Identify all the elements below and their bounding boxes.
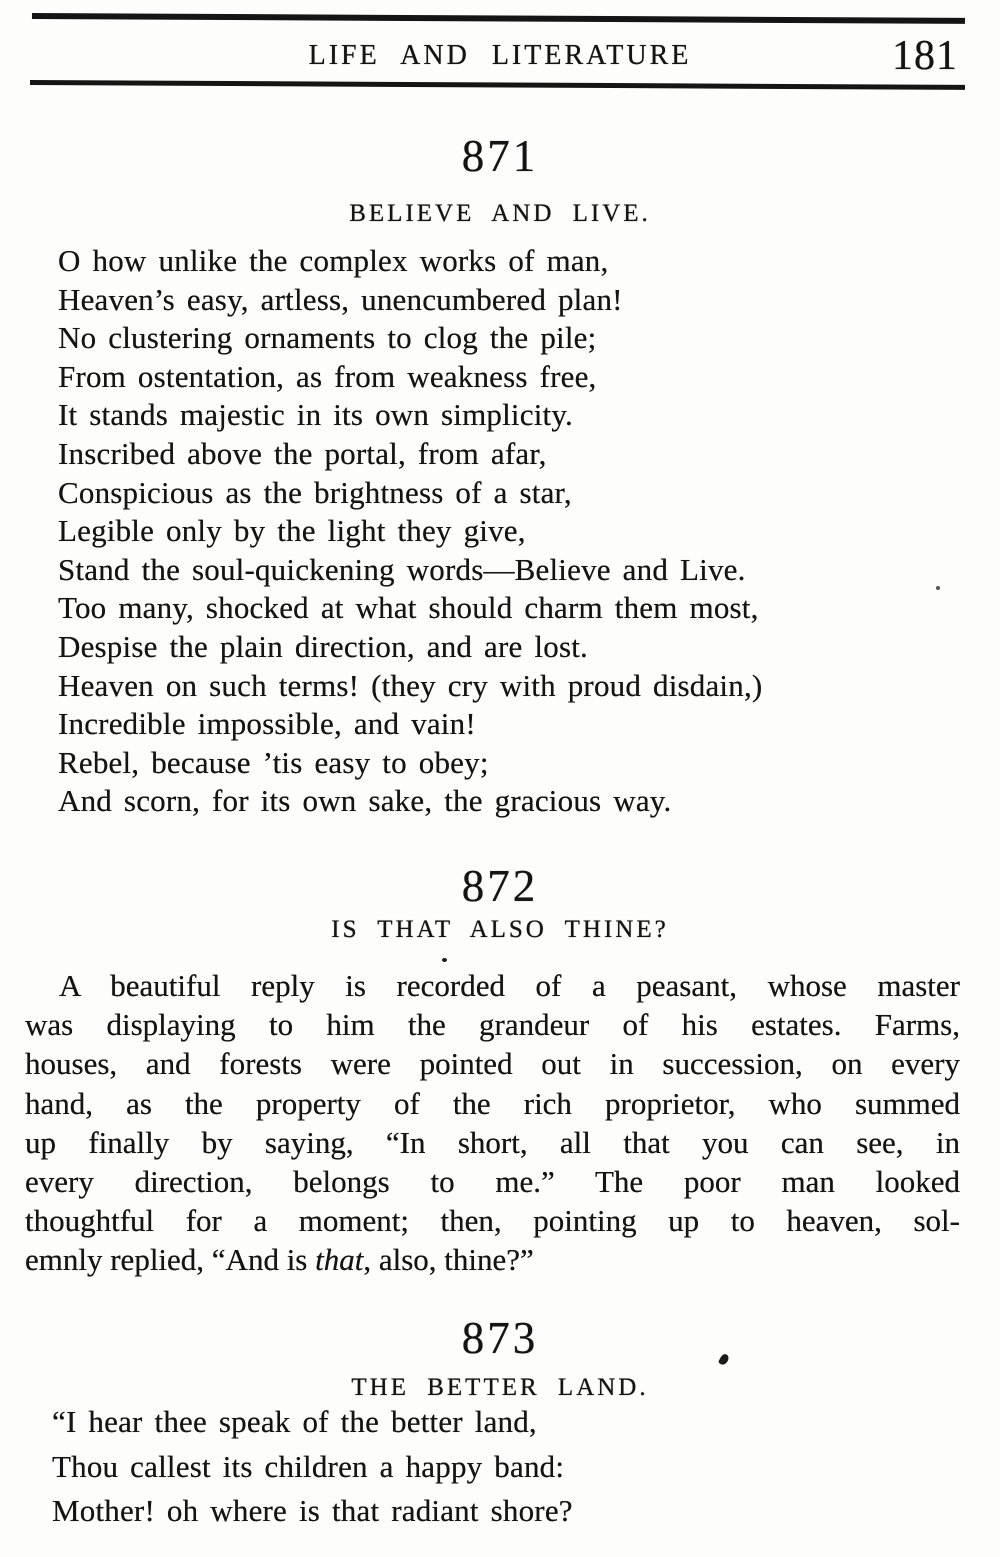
poem-line: Too many, shocked at what should charm them most, (58, 590, 759, 626)
poem-line: Rebel, because ’tis easy to obey; (58, 744, 489, 780)
poem-line: Incredible impossible, and vain! (58, 706, 476, 742)
poem-line: And scorn, for its own sake, the gracious way. (58, 783, 672, 819)
poem-line: Heaven on such terms! (they cry with proud disdain,) (58, 667, 763, 703)
running-head-title: LIFE AND LITERATURE (308, 40, 692, 71)
poem-line: “I hear thee speak of the better land, (52, 1404, 537, 1439)
prose-line: A beautiful reply is recorded of a peasant, whose master (59, 968, 960, 1003)
header-rule-bottom (30, 80, 965, 90)
section-number-872: 872 (461, 861, 539, 911)
poem-871 (58, 242, 762, 821)
prose-line: up finally by saying, “In short, all that you can see, in (25, 1124, 960, 1160)
header-rule-top (32, 13, 965, 24)
poem-line: Inscribed above the portal, from afar, (58, 435, 547, 471)
prose-line: was displaying to him the grandeur of his estates. Farms, (25, 1007, 960, 1043)
poem-line: Legible only by the light they give, (58, 513, 526, 549)
prose-text-after-italic: , also, thine?” (363, 1242, 534, 1278)
prose-872 (25, 966, 960, 1280)
ink-speck (442, 958, 447, 962)
prose-line: every direction, belongs to me.” The poor man looked (25, 1164, 960, 1200)
prose-line: thoughtful for a moment; then, pointing up to heaven, sol- (25, 1203, 960, 1239)
poem-line: O how unlike the complex works of man, (58, 243, 609, 278)
poem-line: Heaven’s easy, artless, unencumbered plan! (58, 281, 623, 317)
section-title-872: IS THAT ALSO THINE? (331, 916, 669, 943)
prose-line-last (25, 1240, 960, 1279)
poem-line: From ostentation, as from weakness free, (58, 358, 597, 394)
poem-line: Stand the soul-quickening words—Believe and Live. (58, 551, 746, 587)
poem-line: Mother! oh where is that radiant shore? (52, 1493, 573, 1528)
poem-line: Thou callest its children a happy band: (52, 1448, 565, 1484)
section-title-871: BELIEVE AND LIVE. (349, 200, 651, 227)
poem-873 (52, 1400, 573, 1534)
ink-speck (936, 586, 940, 590)
poem-line: It stands majestic in its own simplicity. (58, 397, 573, 433)
section-title-873: THE BETTER LAND. (351, 1374, 649, 1401)
section-number-871: 871 (461, 131, 539, 181)
poem-line: No clustering ornaments to clog the pile; (58, 320, 597, 356)
section-number-873: 873 (461, 1313, 539, 1363)
prose-italic-word: that (315, 1242, 364, 1278)
prose-text-before-italic: emnly replied, “And is (25, 1242, 316, 1278)
poem-line: Despise the plain direction, and are lost. (58, 628, 588, 664)
page-number: 181 (892, 33, 958, 79)
prose-line: hand, as the property of the rich proprietor, who summed (25, 1085, 960, 1121)
prose-line: houses, and forests were pointed out in succession, on every (25, 1046, 960, 1082)
poem-line: Conspicious as the brightness of a star, (58, 474, 572, 510)
